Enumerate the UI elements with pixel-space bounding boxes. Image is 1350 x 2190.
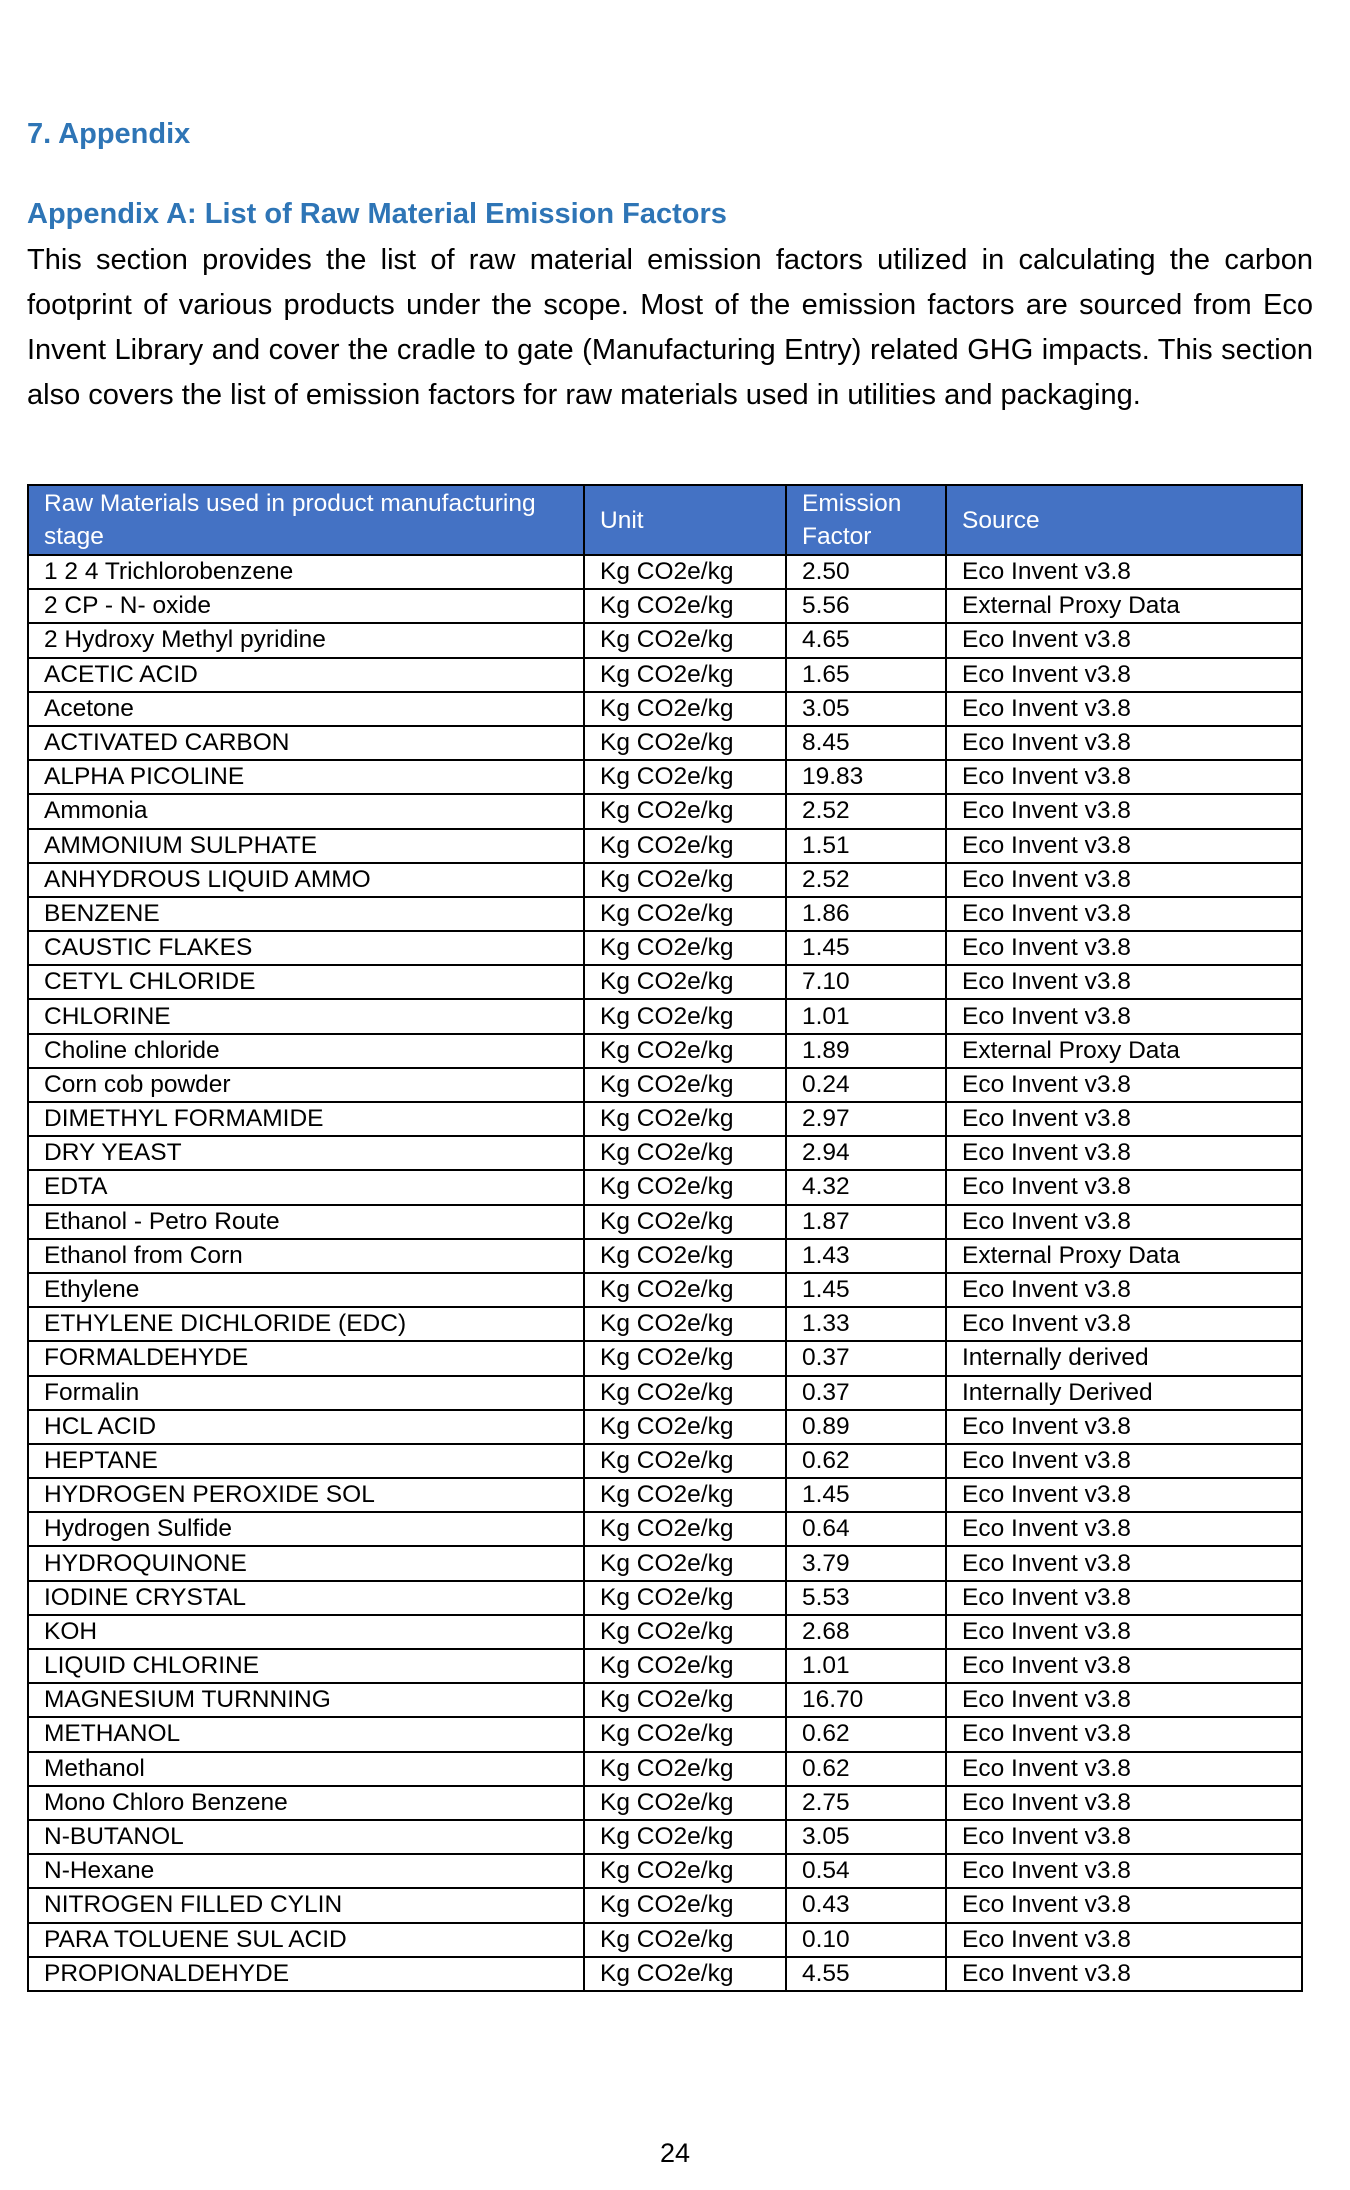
table-row [28, 1444, 1302, 1478]
table-row [28, 1136, 1302, 1170]
unit-cell: Kg CO2e/kg [584, 1717, 786, 1751]
unit-cell: Kg CO2e/kg [584, 1068, 786, 1102]
table-row [28, 1923, 1302, 1957]
table-row [28, 1752, 1302, 1786]
table-row [28, 658, 1302, 692]
unit-cell: Kg CO2e/kg [584, 863, 786, 897]
unit-cell: Kg CO2e/kg [584, 1649, 786, 1683]
emission-factor-cell: 0.64 [786, 1512, 946, 1546]
table-row [28, 1683, 1302, 1717]
unit-cell: Kg CO2e/kg [584, 555, 786, 589]
emission-factor-cell: 1.89 [786, 1034, 946, 1068]
emission-factor-cell: 0.10 [786, 1923, 946, 1957]
unit-cell: Kg CO2e/kg [584, 1307, 786, 1341]
table-row [28, 589, 1302, 623]
emission-factor-cell: 1.01 [786, 1649, 946, 1683]
raw-material-cell: MAGNESIUM TURNNING [28, 1683, 584, 1717]
emission-factor-cell: 1.45 [786, 1478, 946, 1512]
table-row [28, 1854, 1302, 1888]
source-cell: Eco Invent v3.8 [946, 863, 1302, 897]
emission-factor-cell: 19.83 [786, 760, 946, 794]
raw-material-cell: KOH [28, 1615, 584, 1649]
emission-factor-cell: 2.75 [786, 1786, 946, 1820]
raw-material-cell: Methanol [28, 1752, 584, 1786]
emission-factor-cell: 5.56 [786, 589, 946, 623]
raw-material-cell: Ethanol - Petro Route [28, 1205, 584, 1239]
emission-factor-cell: 1.45 [786, 931, 946, 965]
raw-material-cell: Mono Chloro Benzene [28, 1786, 584, 1820]
appendix-heading: Appendix A: List of Raw Material Emission Factors [27, 198, 727, 230]
source-cell: Internally derived [946, 1341, 1302, 1375]
unit-cell: Kg CO2e/kg [584, 1512, 786, 1546]
emission-factor-cell: 0.89 [786, 1410, 946, 1444]
unit-cell: Kg CO2e/kg [584, 1478, 786, 1512]
raw-material-cell: CETYL CHLORIDE [28, 965, 584, 999]
table-row [28, 1888, 1302, 1922]
emission-factor-cell: 3.79 [786, 1546, 946, 1580]
raw-material-cell: HEPTANE [28, 1444, 584, 1478]
unit-cell: Kg CO2e/kg [584, 999, 786, 1033]
header-emission-factor: Emission Factor [786, 485, 946, 555]
table-row [28, 1068, 1302, 1102]
emission-factor-cell: 8.45 [786, 726, 946, 760]
raw-material-cell: 1 2 4 Trichlorobenzene [28, 555, 584, 589]
emission-factor-cell: 1.45 [786, 1273, 946, 1307]
intro-paragraph: This section provides the list of raw material emission factors utilized in calculating the carbon footprint of various products under the scope. Most of the emission factors are sourced from Eco Invent Library and cover the cradle to gate (Manufacturing Entry) related GHG impacts. This section also covers the list of emission factors for raw materials used in utilities and packaging. [27, 244, 1313, 411]
table-row [28, 1205, 1302, 1239]
table-row [28, 829, 1302, 863]
raw-material-cell: NITROGEN FILLED CYLIN [28, 1888, 584, 1922]
table-row [28, 1170, 1302, 1204]
raw-material-cell: Hydrogen Sulfide [28, 1512, 584, 1546]
unit-cell: Kg CO2e/kg [584, 1957, 786, 1991]
raw-material-cell: 2 CP - N- oxide [28, 589, 584, 623]
table-row [28, 555, 1302, 589]
emission-factor-cell: 1.51 [786, 829, 946, 863]
emission-factor-cell: 2.52 [786, 863, 946, 897]
unit-cell: Kg CO2e/kg [584, 829, 786, 863]
unit-cell: Kg CO2e/kg [584, 1410, 786, 1444]
raw-material-cell: N-Hexane [28, 1854, 584, 1888]
raw-material-cell: Acetone [28, 692, 584, 726]
header-unit: Unit [584, 485, 786, 555]
table-row [28, 726, 1302, 760]
unit-cell: Kg CO2e/kg [584, 1581, 786, 1615]
source-cell: Eco Invent v3.8 [946, 897, 1302, 931]
emission-factor-cell: 0.37 [786, 1376, 946, 1410]
unit-cell: Kg CO2e/kg [584, 1341, 786, 1375]
source-cell: Eco Invent v3.8 [946, 1546, 1302, 1580]
unit-cell: Kg CO2e/kg [584, 794, 786, 828]
unit-cell: Kg CO2e/kg [584, 1888, 786, 1922]
source-cell: External Proxy Data [946, 589, 1302, 623]
raw-material-cell: HYDROQUINONE [28, 1546, 584, 1580]
unit-cell: Kg CO2e/kg [584, 589, 786, 623]
emission-factor-cell: 1.65 [786, 658, 946, 692]
raw-material-cell: HCL ACID [28, 1410, 584, 1444]
emission-factor-cell: 0.62 [786, 1717, 946, 1751]
emission-factor-cell: 3.05 [786, 1820, 946, 1854]
raw-material-cell: Corn cob powder [28, 1068, 584, 1102]
source-cell: Eco Invent v3.8 [946, 1068, 1302, 1102]
source-cell: Eco Invent v3.8 [946, 658, 1302, 692]
table-row [28, 692, 1302, 726]
source-cell: Eco Invent v3.8 [946, 1888, 1302, 1922]
source-cell: External Proxy Data [946, 1034, 1302, 1068]
source-cell: Eco Invent v3.8 [946, 931, 1302, 965]
source-cell: Eco Invent v3.8 [946, 1752, 1302, 1786]
emission-factor-cell: 2.50 [786, 555, 946, 589]
emission-factor-cell: 0.37 [786, 1341, 946, 1375]
table-row [28, 1034, 1302, 1068]
source-cell: Eco Invent v3.8 [946, 623, 1302, 657]
unit-cell: Kg CO2e/kg [584, 897, 786, 931]
unit-cell: Kg CO2e/kg [584, 1034, 786, 1068]
source-cell: Eco Invent v3.8 [946, 1170, 1302, 1204]
source-cell: Eco Invent v3.8 [946, 1923, 1302, 1957]
header-raw-material: Raw Materials used in product manufacturing stage [28, 485, 584, 555]
raw-material-cell: DIMETHYL FORMAMIDE [28, 1102, 584, 1136]
unit-cell: Kg CO2e/kg [584, 1546, 786, 1580]
table-row [28, 1957, 1302, 1991]
raw-material-cell: IODINE CRYSTAL [28, 1581, 584, 1615]
source-cell: Eco Invent v3.8 [946, 1581, 1302, 1615]
raw-material-cell: ACTIVATED CARBON [28, 726, 584, 760]
unit-cell: Kg CO2e/kg [584, 1376, 786, 1410]
unit-cell: Kg CO2e/kg [584, 1854, 786, 1888]
unit-cell: Kg CO2e/kg [584, 1786, 786, 1820]
table-row [28, 760, 1302, 794]
unit-cell: Kg CO2e/kg [584, 1683, 786, 1717]
unit-cell: Kg CO2e/kg [584, 726, 786, 760]
unit-cell: Kg CO2e/kg [584, 692, 786, 726]
emission-factor-cell: 2.94 [786, 1136, 946, 1170]
page-number: 24 [659, 2138, 691, 2168]
emission-factor-cell: 0.62 [786, 1444, 946, 1478]
table-row [28, 1786, 1302, 1820]
unit-cell: Kg CO2e/kg [584, 1444, 786, 1478]
table-row [28, 1546, 1302, 1580]
emission-factor-cell: 1.86 [786, 897, 946, 931]
emission-factor-cell: 1.43 [786, 1239, 946, 1273]
unit-cell: Kg CO2e/kg [584, 965, 786, 999]
table-row [28, 1478, 1302, 1512]
source-cell: Eco Invent v3.8 [946, 999, 1302, 1033]
raw-material-cell: Ethylene [28, 1273, 584, 1307]
source-cell: Eco Invent v3.8 [946, 555, 1302, 589]
raw-material-cell: ALPHA PICOLINE [28, 760, 584, 794]
unit-cell: Kg CO2e/kg [584, 1102, 786, 1136]
emission-factor-cell: 1.87 [786, 1205, 946, 1239]
source-cell: Eco Invent v3.8 [946, 692, 1302, 726]
emission-factor-cell: 7.10 [786, 965, 946, 999]
unit-cell: Kg CO2e/kg [584, 1752, 786, 1786]
unit-cell: Kg CO2e/kg [584, 1923, 786, 1957]
table-row [28, 1717, 1302, 1751]
table-row [28, 863, 1302, 897]
raw-material-cell: CAUSTIC FLAKES [28, 931, 584, 965]
table-row [28, 794, 1302, 828]
source-cell: Eco Invent v3.8 [946, 1444, 1302, 1478]
raw-material-cell: Ammonia [28, 794, 584, 828]
source-cell: Eco Invent v3.8 [946, 1717, 1302, 1751]
table-row [28, 1102, 1302, 1136]
source-cell: Eco Invent v3.8 [946, 1957, 1302, 1991]
emission-factor-cell: 1.01 [786, 999, 946, 1033]
emission-factors-table [27, 484, 1303, 1992]
unit-cell: Kg CO2e/kg [584, 1820, 786, 1854]
table-row [28, 1410, 1302, 1444]
table-row [28, 1581, 1302, 1615]
unit-cell: Kg CO2e/kg [584, 1615, 786, 1649]
table-row [28, 1649, 1302, 1683]
raw-material-cell: Choline chloride [28, 1034, 584, 1068]
table-row [28, 1307, 1302, 1341]
table-row [28, 1820, 1302, 1854]
raw-material-cell: CHLORINE [28, 999, 584, 1033]
unit-cell: Kg CO2e/kg [584, 931, 786, 965]
raw-material-cell: AMMONIUM SULPHATE [28, 829, 584, 863]
source-cell: Eco Invent v3.8 [946, 1102, 1302, 1136]
table-row [28, 1512, 1302, 1546]
table-row [28, 897, 1302, 931]
source-cell: Eco Invent v3.8 [946, 829, 1302, 863]
raw-material-cell: Formalin [28, 1376, 584, 1410]
source-cell: Eco Invent v3.8 [946, 965, 1302, 999]
emission-factor-cell: 0.43 [786, 1888, 946, 1922]
emission-factor-cell: 4.65 [786, 623, 946, 657]
source-cell: Eco Invent v3.8 [946, 1683, 1302, 1717]
raw-material-cell: EDTA [28, 1170, 584, 1204]
unit-cell: Kg CO2e/kg [584, 1273, 786, 1307]
unit-cell: Kg CO2e/kg [584, 1170, 786, 1204]
unit-cell: Kg CO2e/kg [584, 1205, 786, 1239]
source-cell: Eco Invent v3.8 [946, 1512, 1302, 1546]
source-cell: Eco Invent v3.8 [946, 1786, 1302, 1820]
raw-material-cell: DRY YEAST [28, 1136, 584, 1170]
raw-material-cell: ANHYDROUS LIQUID AMMO [28, 863, 584, 897]
raw-material-cell: N-BUTANOL [28, 1820, 584, 1854]
raw-material-cell: ACETIC ACID [28, 658, 584, 692]
source-cell: Eco Invent v3.8 [946, 1820, 1302, 1854]
source-cell: Eco Invent v3.8 [946, 1205, 1302, 1239]
source-cell: Eco Invent v3.8 [946, 1649, 1302, 1683]
emission-factor-cell: 1.33 [786, 1307, 946, 1341]
raw-material-cell: FORMALDEHYDE [28, 1341, 584, 1375]
raw-material-cell: PARA TOLUENE SUL ACID [28, 1923, 584, 1957]
raw-material-cell: PROPIONALDEHYDE [28, 1957, 584, 1991]
raw-material-cell: METHANOL [28, 1717, 584, 1751]
unit-cell: Kg CO2e/kg [584, 1136, 786, 1170]
emission-factor-cell: 16.70 [786, 1683, 946, 1717]
source-cell: Eco Invent v3.8 [946, 1478, 1302, 1512]
emission-factor-cell: 0.54 [786, 1854, 946, 1888]
source-cell: Internally Derived [946, 1376, 1302, 1410]
emission-factor-cell: 4.32 [786, 1170, 946, 1204]
unit-cell: Kg CO2e/kg [584, 760, 786, 794]
table-row [28, 1239, 1302, 1273]
emission-factor-cell: 0.62 [786, 1752, 946, 1786]
source-cell: Eco Invent v3.8 [946, 1307, 1302, 1341]
raw-material-cell: 2 Hydroxy Methyl pyridine [28, 623, 584, 657]
table-row [28, 965, 1302, 999]
table-row [28, 999, 1302, 1033]
table-row [28, 1615, 1302, 1649]
unit-cell: Kg CO2e/kg [584, 1239, 786, 1273]
source-cell: Eco Invent v3.8 [946, 1136, 1302, 1170]
raw-material-cell: Ethanol from Corn [28, 1239, 584, 1273]
table-row [28, 1273, 1302, 1307]
raw-material-cell: ETHYLENE DICHLORIDE (EDC) [28, 1307, 584, 1341]
raw-material-cell: HYDROGEN PEROXIDE SOL [28, 1478, 584, 1512]
source-cell: Eco Invent v3.8 [946, 1615, 1302, 1649]
source-cell: Eco Invent v3.8 [946, 1410, 1302, 1444]
header-source: Source [946, 485, 1302, 555]
unit-cell: Kg CO2e/kg [584, 658, 786, 692]
emission-factor-cell: 2.68 [786, 1615, 946, 1649]
raw-material-cell: BENZENE [28, 897, 584, 931]
emission-factor-cell: 5.53 [786, 1581, 946, 1615]
source-cell: Eco Invent v3.8 [946, 1273, 1302, 1307]
table-header-row [28, 485, 1302, 555]
source-cell: Eco Invent v3.8 [946, 726, 1302, 760]
table-body [28, 555, 1302, 1991]
source-cell: Eco Invent v3.8 [946, 794, 1302, 828]
emission-factor-cell: 2.97 [786, 1102, 946, 1136]
table-row [28, 623, 1302, 657]
emission-factor-cell: 2.52 [786, 794, 946, 828]
table-row [28, 931, 1302, 965]
emission-factor-cell: 0.24 [786, 1068, 946, 1102]
table-row [28, 1376, 1302, 1410]
unit-cell: Kg CO2e/kg [584, 623, 786, 657]
section-heading: 7. Appendix [27, 118, 191, 150]
table-row [28, 1341, 1302, 1375]
source-cell: Eco Invent v3.8 [946, 760, 1302, 794]
source-cell: External Proxy Data [946, 1239, 1302, 1273]
source-cell: Eco Invent v3.8 [946, 1854, 1302, 1888]
raw-material-cell: LIQUID CHLORINE [28, 1649, 584, 1683]
emission-factor-cell: 3.05 [786, 692, 946, 726]
emission-factor-cell: 4.55 [786, 1957, 946, 1991]
